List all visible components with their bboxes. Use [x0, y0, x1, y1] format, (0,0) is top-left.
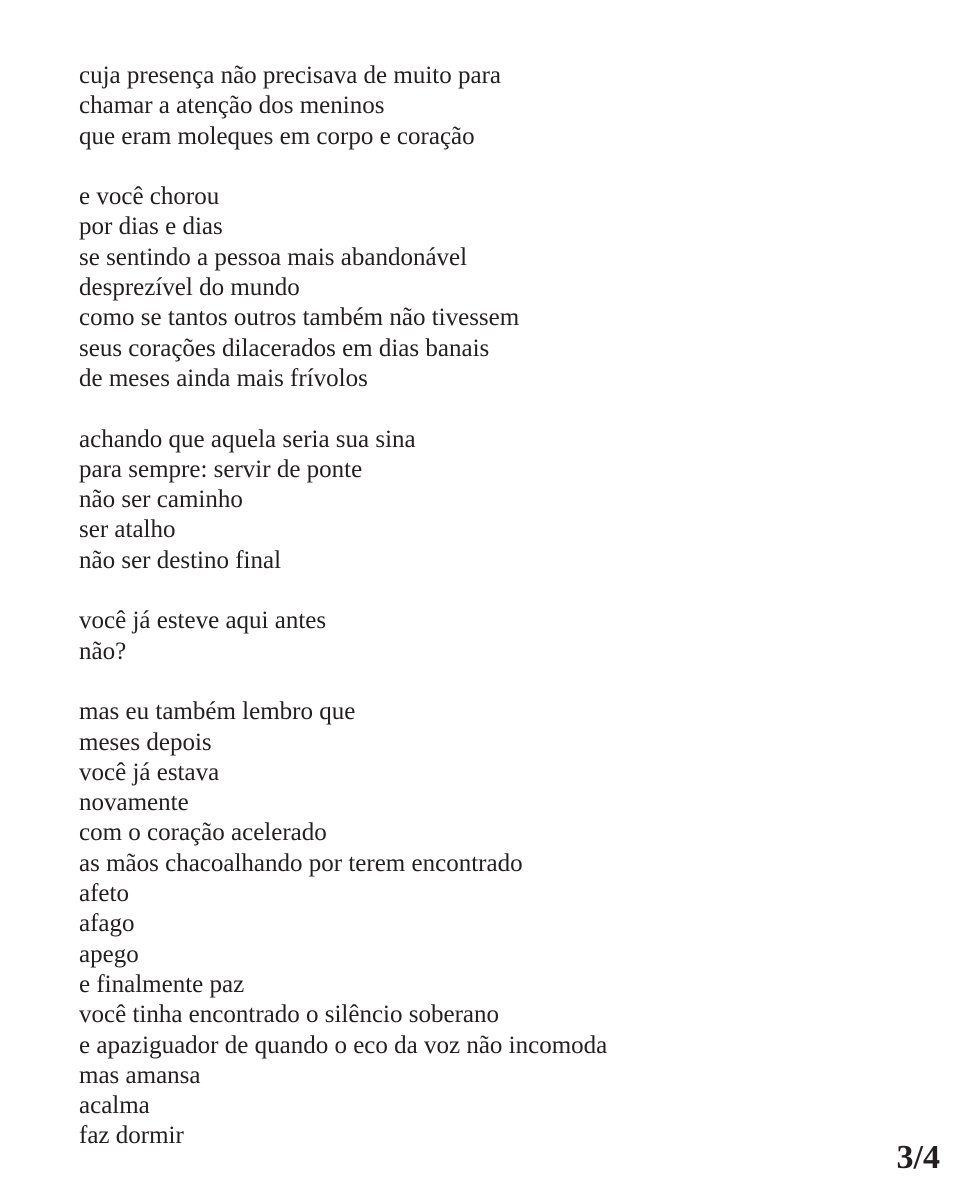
stanza-2 — [79, 182, 899, 394]
poem-line: para sempre: servir de ponte — [79, 455, 363, 483]
poem-line: por dias e dias — [79, 213, 223, 241]
poem-line: faz dormir — [79, 1122, 184, 1150]
poem-line: seus corações dilacerados em dias banais — [79, 334, 490, 362]
poem-line: você tinha encontrado o silêncio soberano — [79, 1001, 499, 1029]
poem-line: que eram moleques em corpo e coração — [79, 122, 475, 150]
poem-line: novamente — [79, 789, 189, 817]
poem-line: apego — [79, 940, 139, 968]
poem-line: mas eu também lembro que — [79, 698, 356, 726]
poem-line: e você chorou — [79, 183, 220, 211]
poem-line: e apaziguador de quando o eco da voz não incomoda — [79, 1031, 608, 1059]
poem-line: afago — [79, 910, 135, 938]
poem-line: de meses ainda mais frívolos — [79, 364, 368, 392]
poem-line: não ser caminho — [79, 486, 243, 514]
poem-line: meses depois — [79, 728, 212, 756]
poem-line: mas amansa — [79, 1061, 201, 1089]
poem-line: não ser destino final — [79, 546, 282, 574]
poem-line: afeto — [79, 880, 129, 908]
poem-line: achando que aquela seria sua sina — [79, 425, 416, 453]
poem-line: ser atalho — [79, 516, 176, 544]
poem-line: cuja presença não precisava de muito para — [79, 62, 502, 89]
poem-body — [79, 61, 899, 1182]
stanza-1 — [79, 61, 899, 152]
poem-line: chamar a atenção dos meninos — [79, 92, 385, 120]
poem-line: se sentindo a pessoa mais abandonável — [79, 243, 468, 271]
poem-line: não? — [79, 637, 127, 665]
page-number: 3/4 — [896, 1139, 940, 1176]
poem-line: como se tantos outros também não tivessem — [79, 304, 520, 332]
stanza-3 — [79, 425, 899, 576]
poem-line: as mãos chacoalhando por terem encontrado — [79, 849, 523, 877]
poem-line: você já estava — [79, 758, 220, 786]
poem-line: e finalmente paz — [79, 970, 245, 998]
stanza-4 — [79, 606, 899, 667]
poem-line: você já esteve aqui antes — [79, 607, 327, 635]
poem-line: desprezível do mundo — [79, 274, 300, 302]
stanza-5 — [79, 697, 899, 1151]
poem-line: acalma — [79, 1092, 150, 1120]
poem-line: com o coração acelerado — [79, 819, 327, 847]
